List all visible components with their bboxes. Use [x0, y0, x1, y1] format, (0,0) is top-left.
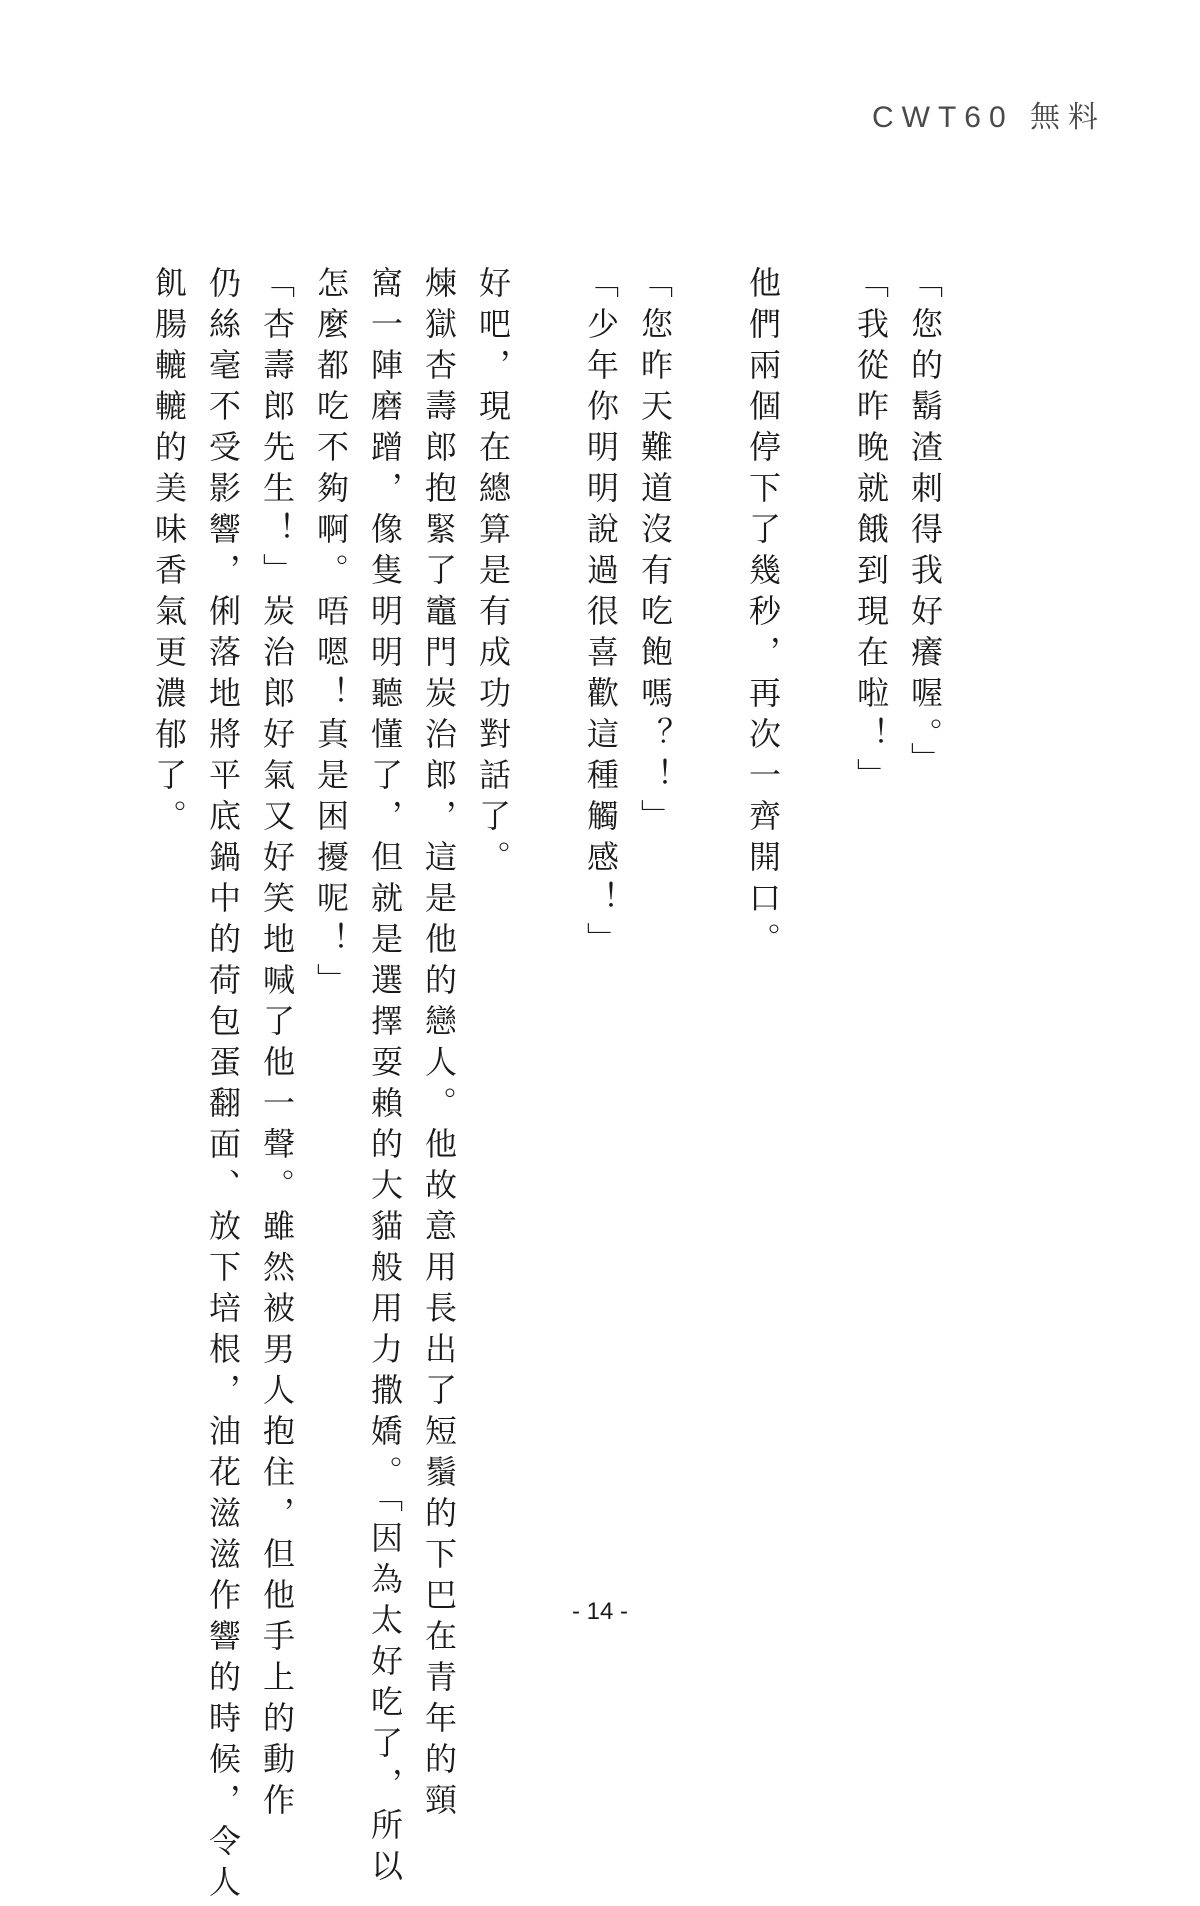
text-line: 飢腸轆轆的美味香氣更濃郁了。 — [150, 266, 188, 840]
text-line: 「杏壽郎先生！」炭治郎好氣又好笑地喊了他一聲。雖然被男人抱住，但他手上的動作 — [258, 266, 296, 1824]
text-line: 煉獄杏壽郎抱緊了竈門炭治郎，這是他的戀人。他故意用長出了短鬚的下巴在青年的頸 — [420, 266, 458, 1824]
text-line: 「您的鬍渣刺得我好癢喔。」 — [906, 266, 944, 783]
text-line: 怎麼都吃不夠啊。唔嗯！真是困擾呢！」 — [312, 266, 350, 1004]
blank-line — [520, 266, 574, 1528]
page-header: CWT60 無料 — [871, 101, 1106, 134]
text-line: 「少年你明明說過很喜歡這種觸感！」 — [582, 266, 620, 963]
blank-line — [790, 266, 844, 1528]
text-line: 仍絲毫不受影響，俐落地將平底鍋中的荷包蛋翻面、放下培根，油花滋滋作響的時候，令人 — [204, 266, 242, 1906]
blank-line — [682, 266, 736, 1528]
text-line: 「您昨天難道沒有吃飽嗎？！」 — [636, 266, 674, 840]
text-line: 窩一陣磨蹭，像隻明明聽懂了，但就是選擇耍賴的大貓般用力撒嬌。「因為太好吃了，所以 — [366, 266, 404, 1890]
page-number: - 14 - — [571, 1598, 628, 1625]
text-line: 好吧，現在總算是有成功對話了。 — [474, 266, 512, 881]
text-line: 他們兩個停下了幾秒，再次一齊開口。 — [744, 266, 782, 963]
text-line: 「我從昨晚就餓到現在啦！」 — [852, 266, 890, 799]
